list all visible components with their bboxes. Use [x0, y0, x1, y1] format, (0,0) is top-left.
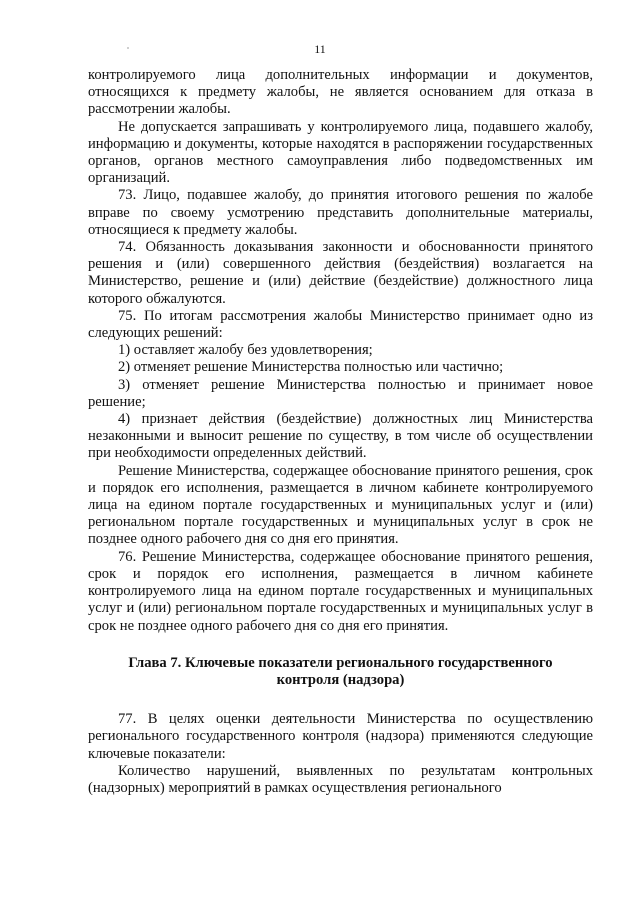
list-item-1: 1) оставляет жалобу без удовлетворения;: [118, 342, 373, 359]
paragraph-74: 74. Обязанность доказывания законности и обоснованности принятого решения и (или) совершенного действия (бездействия) возлагается на Министерство, решение и (или) действие (бездействие) должностного лица которого обжалуются.: [88, 239, 593, 307]
page-number: 11: [314, 42, 326, 56]
paragraph-76: 76. Решение Министерства, содержащее обоснование принятого решения, срок и порядок его исполнения, размещается в личном кабинете контролируемого лица на едином портале государственных и муниципальных услуг и (или) региональном портале государственных и муниципальных услуг в срок не позднее одного рабочего дня со дня его принятия.: [88, 548, 593, 634]
chapter-heading: Глава 7. Ключевые показатели регионального государственного контроля (надзора): [128, 654, 553, 688]
paragraph: Количество нарушений, выявленных по результатам контрольных (надзорных) мероприятий в рамках осуществления регионального: [88, 762, 593, 796]
list-item-4: 4) признает действия (бездействие) должностных лиц Министерства незаконными и выносит решение по существу, в том числе об осуществлении при необходимости определенных действий.: [88, 411, 593, 462]
list-item-2: 2) отменяет решение Министерства полностью или частично;: [118, 359, 504, 376]
document-body: [88, 67, 593, 797]
paragraph-continuation: контролируемого лица дополнительных информации и документов, относящихся к предмету жалобы, не является основанием для отказа в рассмотрении жалобы.: [88, 67, 593, 118]
paragraph: Не допускается запрашивать у контролируемого лица, подавшего жалобу, информацию и документы, которые находятся в распоряжении государственных органов, органов местного самоуправления либо подведомственных им организаций.: [88, 118, 593, 187]
paragraph-75: 75. По итогам рассмотрения жалобы Министерство принимает одно из следующих решений:: [88, 307, 593, 342]
paragraph: Решение Министерства, содержащее обоснование принятого решения, срок и порядок его исполнения, размещается в личном кабинете контролируемого лица на едином портале государственных и муниципальных услуг и (или) региональном портале государственных и муниципальных услуг в срок не позднее одного рабочего дня со дня его принятия.: [88, 462, 593, 548]
paragraph-77: 77. В целях оценки деятельности Министерства по осуществлению регионального государственного контроля (надзора) применяются следующие ключевые показатели:: [88, 711, 593, 762]
list-item-3: 3) отменяет решение Министерства полностью и принимает новое решение;: [88, 376, 593, 410]
paragraph-73: 73. Лицо, подавшее жалобу, до принятия итогового решения по жалобе вправе по своему усмотрению представить дополнительные материалы, относящиеся к предмету жалобы.: [88, 187, 593, 238]
